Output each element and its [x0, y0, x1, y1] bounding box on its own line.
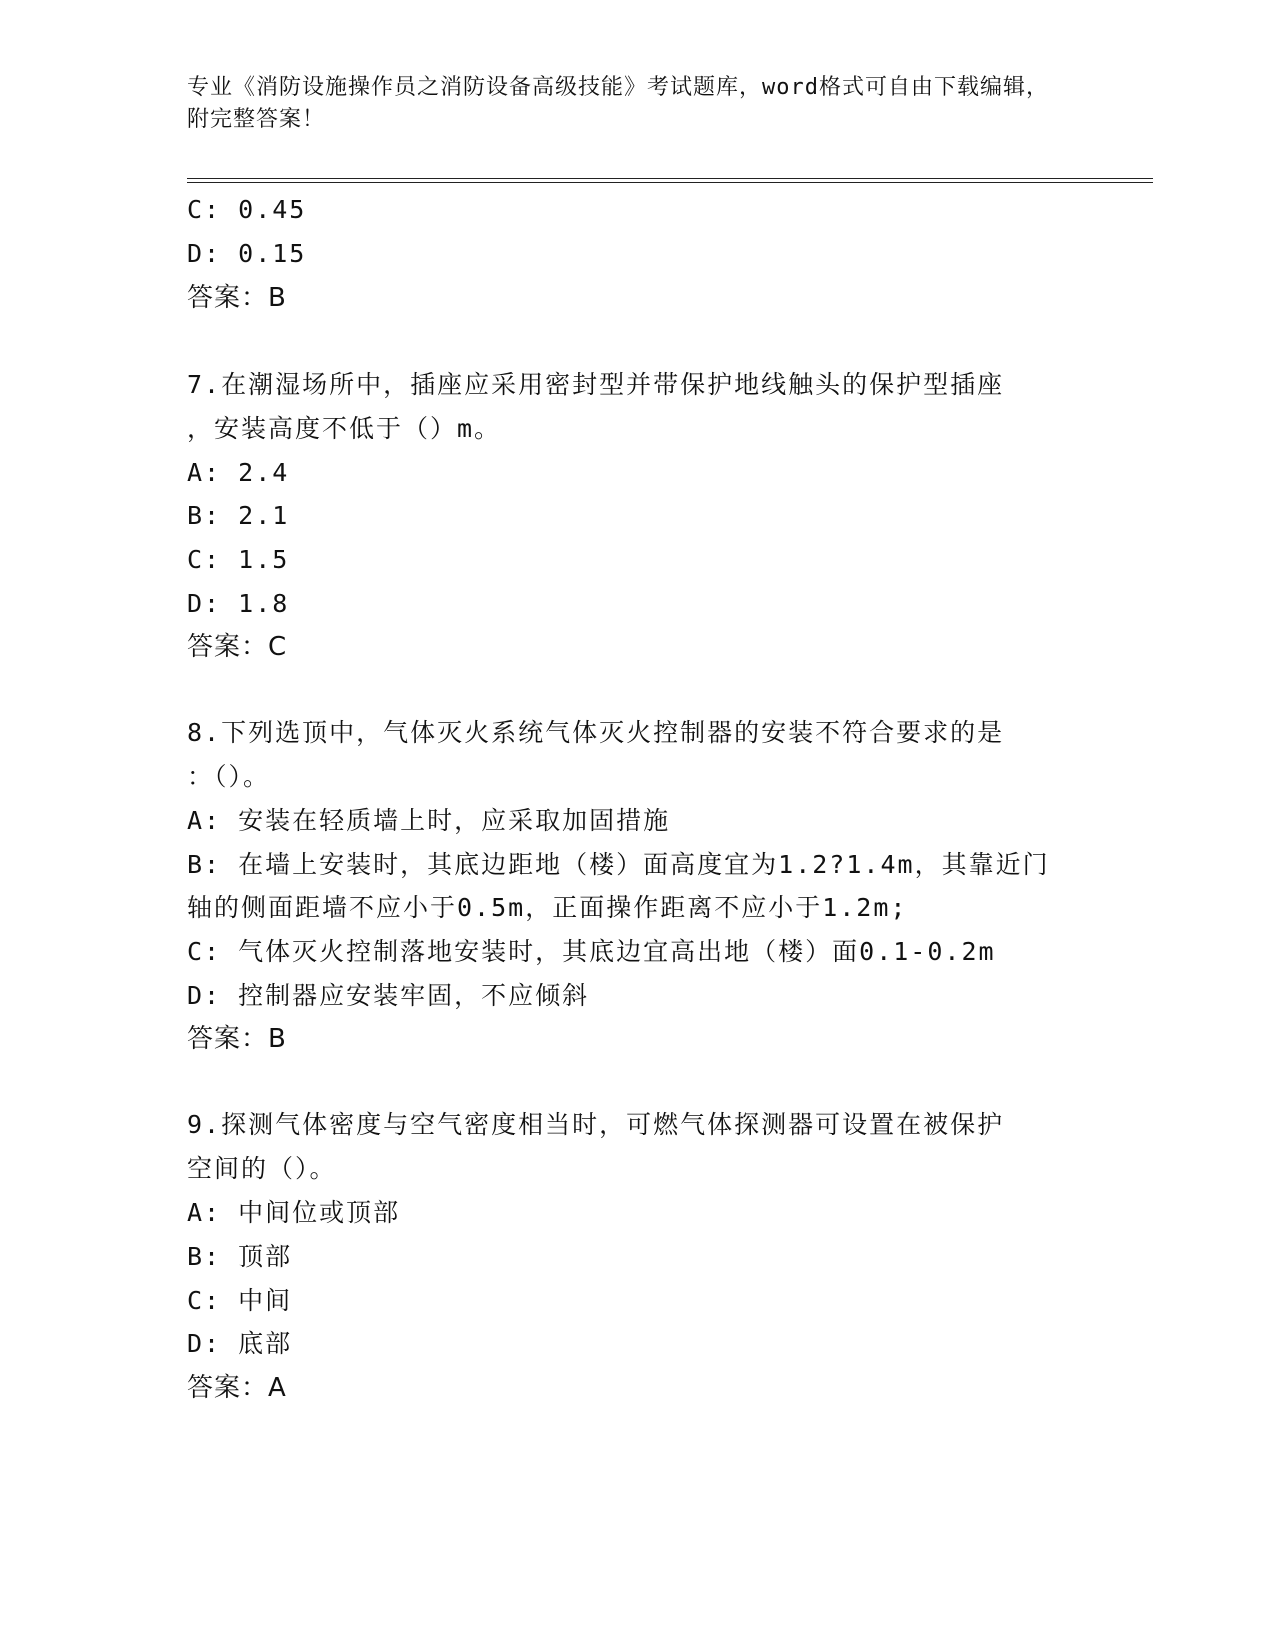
q8-stem-line2: ：（）。 — [187, 762, 271, 791]
q9-option-b: B: 顶部 — [187, 1242, 293, 1271]
document-header: 专业《消防设施操作员之消防设备高级技能》考试题库，word格式可自由下载编辑，附完整答案！ — [187, 75, 1049, 132]
q7-option-a: A: 2.4 — [187, 458, 290, 487]
header-rule-top — [187, 178, 1153, 179]
q7-stem-line2: ，安装高度不低于（）m。 — [187, 414, 502, 443]
q9-option-d: D: 底部 — [187, 1329, 293, 1358]
q7-option-c: C: 1.5 — [187, 545, 290, 574]
q7-option-b: B: 2.1 — [187, 501, 290, 530]
q8-option-d: D: 控制器应安装牢固，不应倾斜 — [187, 981, 590, 1010]
q7-stem-line1: 7.在潮湿场所中，插座应采用密封型并带保护地线触头的保护型插座 — [187, 370, 1005, 399]
q7-option-d: D: 1.8 — [187, 589, 290, 618]
q9-stem-line1: 9.探测气体密度与空气密度相当时，可燃气体探测器可设置在被保护 — [187, 1110, 1005, 1139]
q8-answer: 答案：B — [187, 1024, 287, 1054]
q7-answer: 答案：C — [187, 632, 288, 662]
q9-option-c: C: 中间 — [187, 1286, 293, 1315]
q8-option-a: A: 安装在轻质墙上时，应采取加固措施 — [187, 806, 671, 835]
q9-stem-line2: 空间的（）。 — [187, 1154, 337, 1183]
q9-answer: 答案：A — [187, 1373, 287, 1403]
header-rule-bottom — [187, 182, 1153, 183]
q6-option-c: C: 0.45 — [187, 195, 307, 224]
q8-option-b-line1: B: 在墙上安装时，其底边距地（楼）面高度宜为1.2?1.4m，其靠近门 — [187, 850, 1050, 879]
q9-option-a: A: 中间位或顶部 — [187, 1198, 401, 1227]
q6-option-d: D: 0.15 — [187, 239, 307, 268]
q8-option-c: C: 气体灭火控制落地安装时，其底边宜高出地（楼）面0.1-0.2m — [187, 937, 996, 966]
q6-answer: 答案：B — [187, 283, 287, 313]
q8-option-b-line2: 轴的侧面距墙不应小于0.5m，正面操作距离不应小于1.2m; — [187, 893, 908, 922]
q8-stem-line1: 8.下列选顶中，气体灭火系统气体灭火控制器的安装不符合要求的是 — [187, 718, 1005, 747]
